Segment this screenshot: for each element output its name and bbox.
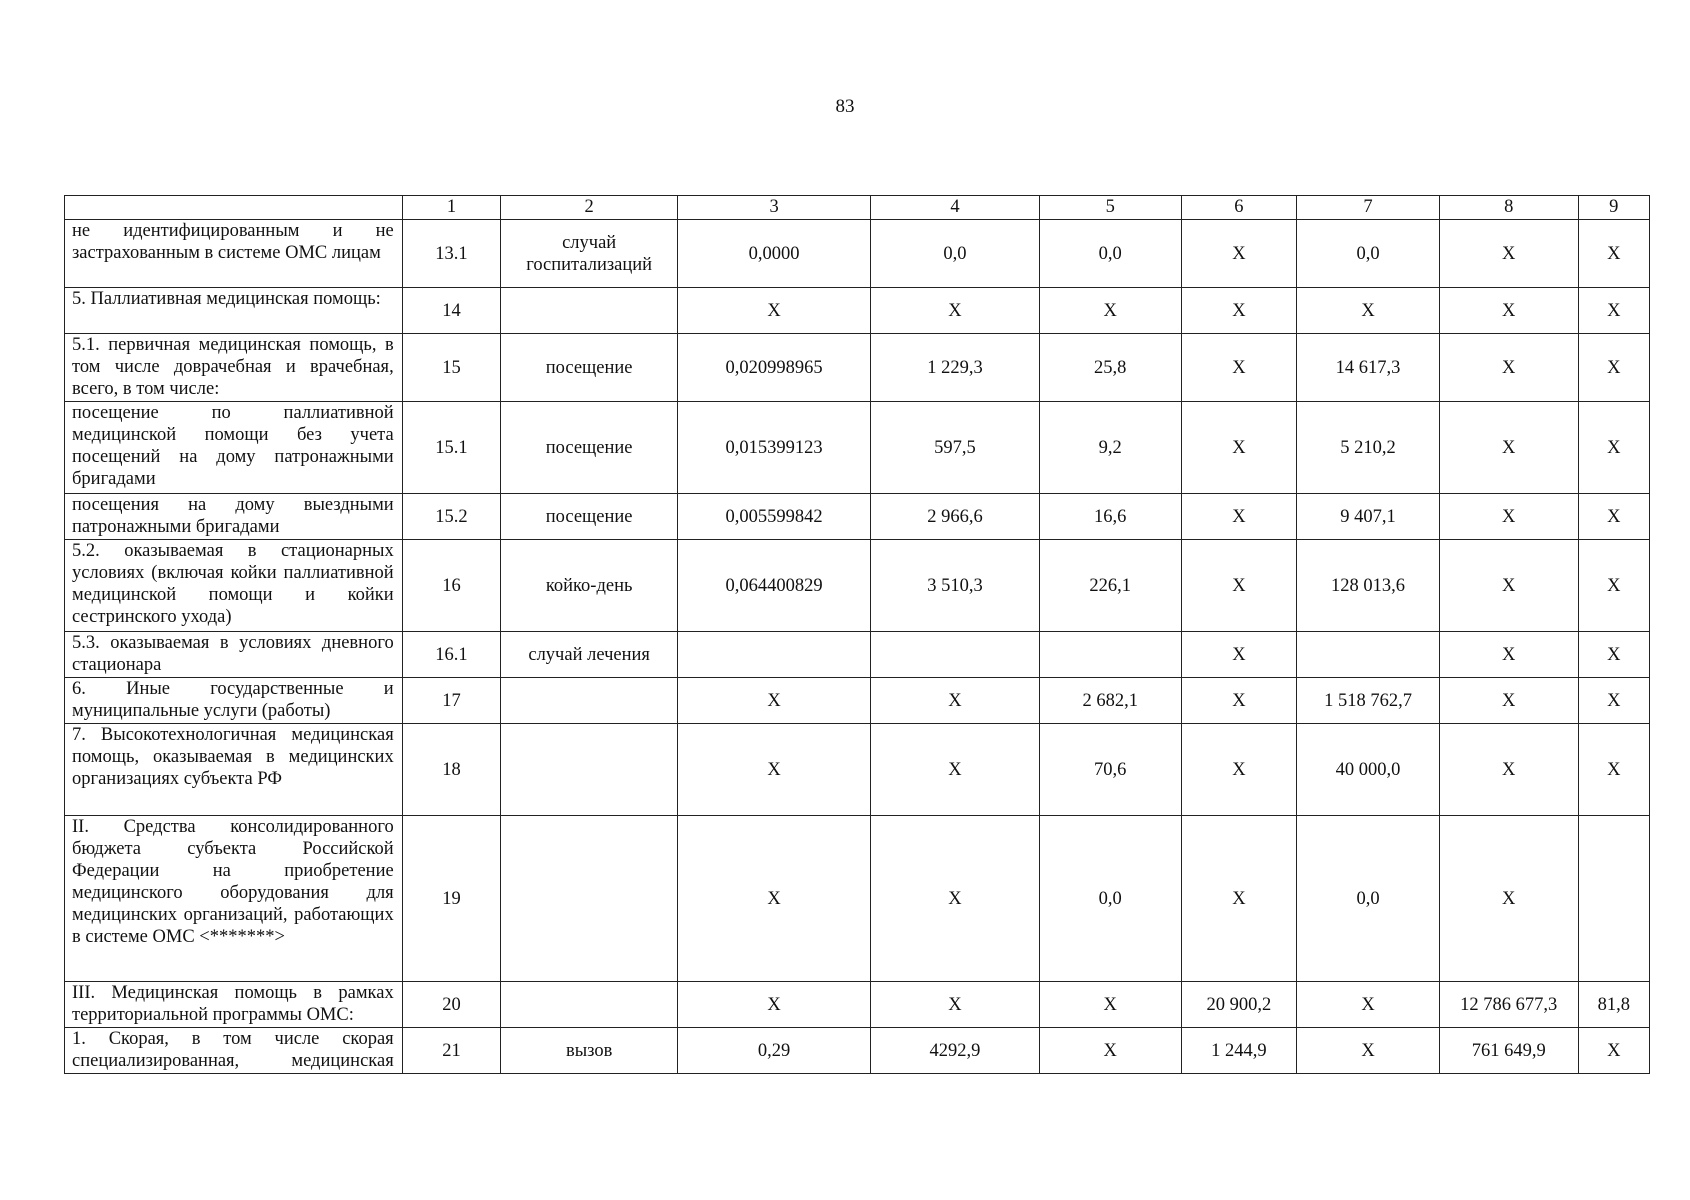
row-name-cell: 7. Высокотехнологичная медицинская помощь, оказываемая в медицинских организациях субъекта РФ (65, 724, 403, 816)
value-cell-4: 0,0 (871, 220, 1040, 288)
value-cell-7: 128 013,6 (1297, 540, 1440, 632)
row-name-cell: не идентифицированным и не застрахованным в системе ОМС лицам (65, 220, 403, 288)
value-cell-4: 1 229,3 (871, 334, 1040, 402)
row-name-cell: 5. Паллиативная медицинская помощь: (65, 288, 403, 334)
row-name-cell: 1. Скорая, в том числе скорая специализированная, медицинская (65, 1028, 403, 1074)
value-cell-4: Х (871, 816, 1040, 982)
table-row (65, 334, 1650, 402)
table-row (65, 540, 1650, 632)
row-number-cell: 16.1 (402, 632, 500, 678)
value-cell-7: 0,0 (1297, 816, 1440, 982)
value-cell-4 (871, 632, 1040, 678)
row-number-cell: 18 (402, 724, 500, 816)
value-cell-6: Х (1181, 288, 1297, 334)
header-cell-6: 6 (1181, 196, 1297, 220)
table-row (65, 632, 1650, 678)
value-cell-5: 226,1 (1039, 540, 1181, 632)
header-cell-7: 7 (1297, 196, 1440, 220)
value-cell-6: Х (1181, 402, 1297, 494)
value-cell-8: Х (1439, 288, 1578, 334)
value-cell-7: 40 000,0 (1297, 724, 1440, 816)
value-cell-9: Х (1578, 402, 1649, 494)
value-cell-6: 20 900,2 (1181, 982, 1297, 1028)
unit-cell: посещение (501, 402, 678, 494)
table-row (65, 402, 1650, 494)
value-cell-3: 0,020998965 (678, 334, 871, 402)
value-cell-8: Х (1439, 678, 1578, 724)
header-cell-name (65, 196, 403, 220)
header-cell-3: 3 (678, 196, 871, 220)
value-cell-8: Х (1439, 540, 1578, 632)
value-cell-8: Х (1439, 402, 1578, 494)
value-cell-9: Х (1578, 220, 1649, 288)
value-cell-3: 0,29 (678, 1028, 871, 1074)
table-row (65, 678, 1650, 724)
value-cell-9: Х (1578, 1028, 1649, 1074)
value-cell-7: 1 518 762,7 (1297, 678, 1440, 724)
header-cell-1: 1 (402, 196, 500, 220)
unit-cell (501, 724, 678, 816)
value-cell-3 (678, 632, 871, 678)
value-cell-4: 4292,9 (871, 1028, 1040, 1074)
value-cell-9 (1578, 816, 1649, 982)
value-cell-6: Х (1181, 678, 1297, 724)
value-cell-7: 14 617,3 (1297, 334, 1440, 402)
table-row (65, 220, 1650, 288)
unit-cell (501, 982, 678, 1028)
page-number: 83 (835, 96, 855, 117)
value-cell-8: Х (1439, 494, 1578, 540)
value-cell-9: Х (1578, 632, 1649, 678)
row-number-cell: 20 (402, 982, 500, 1028)
value-cell-9: Х (1578, 288, 1649, 334)
header-cell-5: 5 (1039, 196, 1181, 220)
value-cell-9: Х (1578, 724, 1649, 816)
row-name-cell: 5.1. первичная медицинская помощь, в том числе доврачебная и врачебная, всего, в том числе: (65, 334, 403, 402)
value-cell-7: Х (1297, 288, 1440, 334)
table-row (65, 982, 1650, 1028)
value-cell-5: 0,0 (1039, 220, 1181, 288)
unit-cell (501, 288, 678, 334)
value-cell-5: Х (1039, 288, 1181, 334)
value-cell-8: 761 649,9 (1439, 1028, 1578, 1074)
table-row (65, 288, 1650, 334)
value-cell-3: 0,005599842 (678, 494, 871, 540)
row-number-cell: 15.2 (402, 494, 500, 540)
value-cell-7 (1297, 632, 1440, 678)
data-table (64, 195, 1650, 1074)
value-cell-4: Х (871, 982, 1040, 1028)
value-cell-9: Х (1578, 678, 1649, 724)
unit-cell: вызов (501, 1028, 678, 1074)
value-cell-9: 81,8 (1578, 982, 1649, 1028)
value-cell-3: Х (678, 724, 871, 816)
row-name-cell: посещение по паллиативной медицинской помощи без учета посещений на дому патронажными бригадами (65, 402, 403, 494)
header-cell-2: 2 (501, 196, 678, 220)
value-cell-6: Х (1181, 540, 1297, 632)
value-cell-3: Х (678, 288, 871, 334)
row-number-cell: 15 (402, 334, 500, 402)
row-number-cell: 21 (402, 1028, 500, 1074)
value-cell-7: 0,0 (1297, 220, 1440, 288)
row-name-cell: 6. Иные государственные и муниципальные услуги (работы) (65, 678, 403, 724)
value-cell-7: 9 407,1 (1297, 494, 1440, 540)
value-cell-6: Х (1181, 816, 1297, 982)
value-cell-4: 597,5 (871, 402, 1040, 494)
value-cell-5: 9,2 (1039, 402, 1181, 494)
value-cell-9: Х (1578, 334, 1649, 402)
value-cell-5: 70,6 (1039, 724, 1181, 816)
value-cell-7: 5 210,2 (1297, 402, 1440, 494)
row-number-cell: 16 (402, 540, 500, 632)
header-cell-8: 8 (1439, 196, 1578, 220)
unit-cell: случай лечения (501, 632, 678, 678)
value-cell-4: 2 966,6 (871, 494, 1040, 540)
value-cell-3: 0,0000 (678, 220, 871, 288)
value-cell-5: Х (1039, 1028, 1181, 1074)
value-cell-8: Х (1439, 334, 1578, 402)
row-name-cell: II. Средства консолидированного бюджета субъекта Российской Федерации на приобретение медицинского оборудования для медицинских организаций, работающих в системе ОМС <*******> (65, 816, 403, 982)
row-number-cell: 13.1 (402, 220, 500, 288)
value-cell-3: 0,064400829 (678, 540, 871, 632)
value-cell-7: Х (1297, 1028, 1440, 1074)
value-cell-5: 2 682,1 (1039, 678, 1181, 724)
value-cell-6: Х (1181, 220, 1297, 288)
row-number-cell: 17 (402, 678, 500, 724)
unit-cell: посещение (501, 334, 678, 402)
row-name-cell: посещения на дому выездными патронажными бригадами (65, 494, 403, 540)
value-cell-8: Х (1439, 724, 1578, 816)
value-cell-9: Х (1578, 540, 1649, 632)
header-cell-9: 9 (1578, 196, 1649, 220)
value-cell-4: Х (871, 288, 1040, 334)
row-name-cell: 5.3. оказываемая в условиях дневного стационара (65, 632, 403, 678)
value-cell-6: Х (1181, 724, 1297, 816)
value-cell-8: Х (1439, 632, 1578, 678)
table-row (65, 494, 1650, 540)
value-cell-8: Х (1439, 220, 1578, 288)
row-name-cell: 5.2. оказываемая в стационарных условиях (включая койки паллиативной медицинской помощи и койки сестринского ухода) (65, 540, 403, 632)
header-cell-4: 4 (871, 196, 1040, 220)
value-cell-6: Х (1181, 632, 1297, 678)
unit-cell (501, 816, 678, 982)
value-cell-3: Х (678, 678, 871, 724)
value-cell-3: Х (678, 982, 871, 1028)
value-cell-5: Х (1039, 982, 1181, 1028)
value-cell-6: 1 244,9 (1181, 1028, 1297, 1074)
value-cell-8: Х (1439, 816, 1578, 982)
value-cell-5: 25,8 (1039, 334, 1181, 402)
value-cell-4: Х (871, 724, 1040, 816)
value-cell-5: 16,6 (1039, 494, 1181, 540)
value-cell-4: Х (871, 678, 1040, 724)
row-name-cell: III. Медицинская помощь в рамках территориальной программы ОМС: (65, 982, 403, 1028)
value-cell-5: 0,0 (1039, 816, 1181, 982)
value-cell-5 (1039, 632, 1181, 678)
value-cell-7: Х (1297, 982, 1440, 1028)
table-row (65, 724, 1650, 816)
value-cell-3: Х (678, 816, 871, 982)
value-cell-8: 12 786 677,3 (1439, 982, 1578, 1028)
value-cell-3: 0,015399123 (678, 402, 871, 494)
row-number-cell: 15.1 (402, 402, 500, 494)
value-cell-6: Х (1181, 494, 1297, 540)
table-row (65, 816, 1650, 982)
unit-cell: случай госпитализаций (501, 220, 678, 288)
value-cell-9: Х (1578, 494, 1649, 540)
table-row (65, 1028, 1650, 1074)
value-cell-4: 3 510,3 (871, 540, 1040, 632)
unit-cell (501, 678, 678, 724)
unit-cell: посещение (501, 494, 678, 540)
row-number-cell: 14 (402, 288, 500, 334)
row-number-cell: 19 (402, 816, 500, 982)
value-cell-6: Х (1181, 334, 1297, 402)
header-row (65, 196, 1650, 220)
unit-cell: койко-день (501, 540, 678, 632)
